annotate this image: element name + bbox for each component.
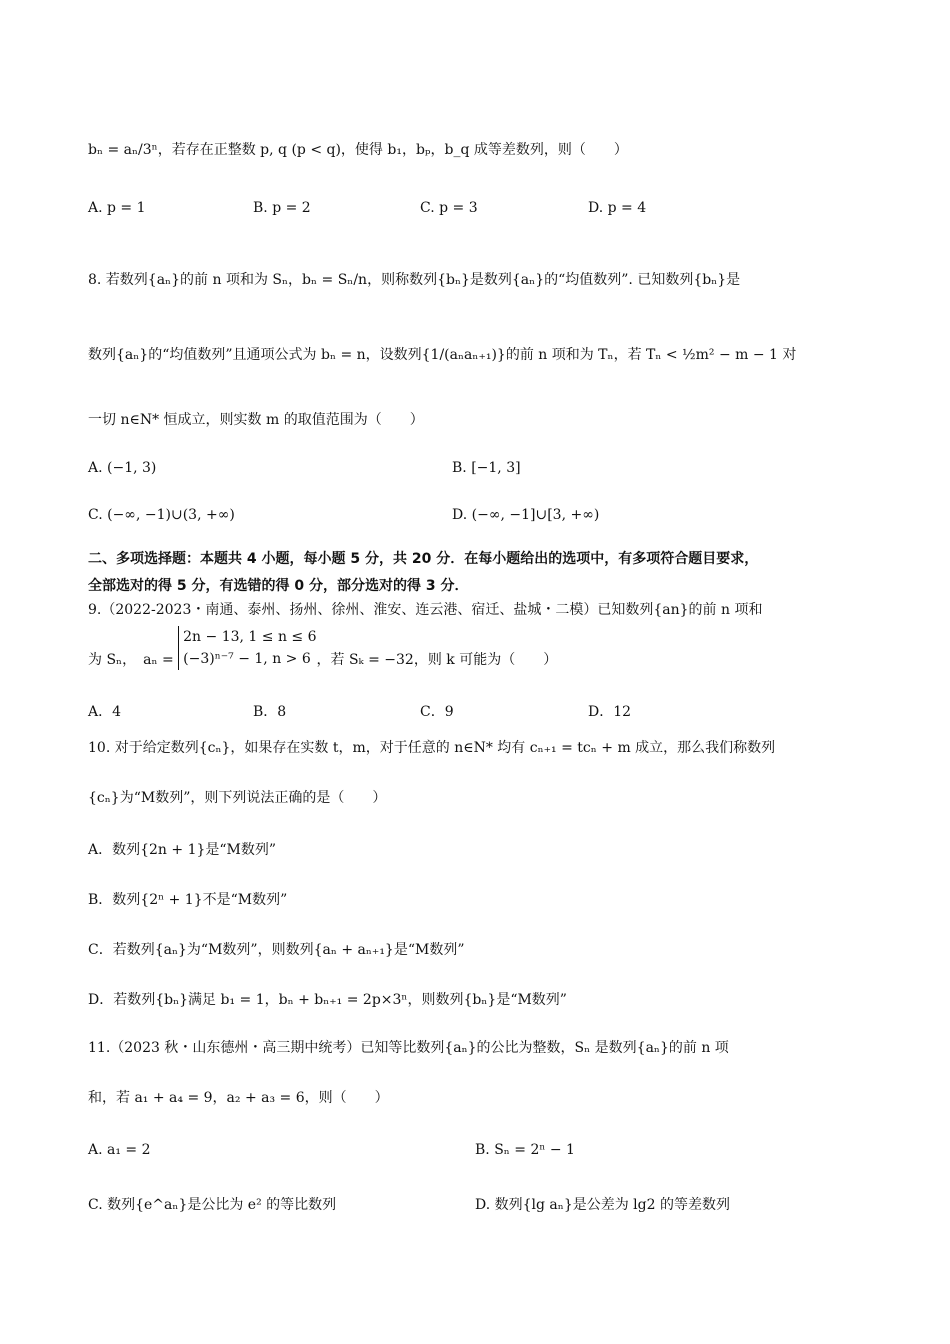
- q10-line2: {cₙ}为“M数列”，则下列说法正确的是（ ）: [88, 790, 387, 806]
- q11-line1: 11.（2023 秋・山东德州・高三期中统考）已知等比数列{aₙ}的公比为整数，Sₙ 是数列{aₙ}的前 n 项: [88, 1040, 729, 1056]
- q8-option-c[interactable]: C. (−∞, −1)∪(3, +∞): [88, 507, 235, 523]
- q10-option-b[interactable]: B．数列{2ⁿ + 1}不是“M数列”: [88, 892, 288, 908]
- q9-case1: 2n − 13, 1 ≤ n ≤ 6: [183, 629, 317, 645]
- q10-option-c[interactable]: C．若数列{aₙ}为“M数列”，则数列{aₙ + aₙ₊₁}是“M数列”: [88, 942, 465, 958]
- q11-option-d[interactable]: D. 数列{lg aₙ}是公差为 lg2 的等差数列: [475, 1197, 730, 1213]
- q7-option-d[interactable]: D. p = 4: [588, 200, 647, 216]
- q11-option-c[interactable]: C. 数列{e^aₙ}是公比为 e² 的等比数列: [88, 1197, 337, 1213]
- q9-option-a[interactable]: A．4: [88, 704, 122, 720]
- q11-line2: 和，若 a₁ + a₄ = 9，a₂ + a₃ = 6，则（ ）: [88, 1090, 389, 1106]
- q7-option-b[interactable]: B. p = 2: [253, 200, 311, 216]
- q8-option-a[interactable]: A. (−1, 3): [88, 460, 157, 476]
- q8-line1: 8. 若数列{aₙ}的前 n 项和为 Sₙ，bₙ = Sₙ/n，则称数列{bₙ}是数列{aₙ}的“均值数列”. 已知数列{bₙ}是: [88, 272, 741, 288]
- q8-option-d[interactable]: D. (−∞, −1]∪[3, +∞): [452, 507, 600, 523]
- q9-option-d[interactable]: D．12: [588, 704, 632, 720]
- q7-option-c[interactable]: C. p = 3: [420, 200, 478, 216]
- q9-line1: 9.（2022-2023・南通、泰州、扬州、徐州、淮安、连云港、宿迁、盐城・二模）已知数列{an}的前 n 项和: [88, 602, 763, 618]
- q9-line2-suffix: ，若 Sₖ = −32，则 k 可能为（ ）: [316, 652, 558, 668]
- q8-option-b[interactable]: B. [−1, 3]: [452, 460, 521, 476]
- q10-option-a[interactable]: A．数列{2n + 1}是“M数列”: [88, 842, 277, 858]
- q9-piecewise: [178, 626, 316, 670]
- q10-option-d[interactable]: D．若数列{bₙ}满足 b₁ = 1，bₙ + bₙ₊₁ = 2p×3ⁿ，则数列{bₙ}是“M数列”: [88, 992, 567, 1008]
- q9-line2: [88, 629, 558, 670]
- section-heading-line2: 全部选对的得 5 分，有选错的得 0 分，部分选对的得 3 分．: [88, 578, 469, 594]
- q9-option-c[interactable]: C．9: [420, 704, 454, 720]
- section-heading-line1: 二、多项选择题：本题共 4 小题，每小题 5 分，共 20 分．在每小题给出的选项中，有多项符合题目要求，: [88, 551, 759, 567]
- q9-line2-prefix: 为 Sₙ， aₙ =: [88, 652, 179, 668]
- q11-option-b[interactable]: B. Sₙ = 2ⁿ − 1: [475, 1142, 575, 1158]
- q7-option-a[interactable]: A. p = 1: [88, 200, 146, 216]
- q8-line3: 一切 n∈N* 恒成立，则实数 m 的取值范围为（ ）: [88, 412, 424, 428]
- q11-option-a[interactable]: A. a₁ = 2: [88, 1142, 151, 1158]
- q9-option-b[interactable]: B．8: [253, 704, 287, 720]
- q7-stem: bₙ = aₙ/3ⁿ，若存在正整数 p, q (p < q)，使得 b₁，bₚ，b_q 成等差数列，则（ ）: [88, 142, 628, 158]
- q9-case2: (−3)ⁿ⁻⁷ − 1, n > 6: [183, 651, 311, 667]
- q10-line1: 10. 对于给定数列{cₙ}，如果存在实数 t，m，对于任意的 n∈N* 均有 cₙ₊₁ = tcₙ + m 成立，那么我们称数列: [88, 740, 776, 756]
- q8-line2: 数列{aₙ}的“均值数列”且通项公式为 bₙ = n，设数列{1/(aₙaₙ₊₁)}的前 n 项和为 Tₙ，若 Tₙ < ½m² − m − 1 对: [88, 347, 797, 363]
